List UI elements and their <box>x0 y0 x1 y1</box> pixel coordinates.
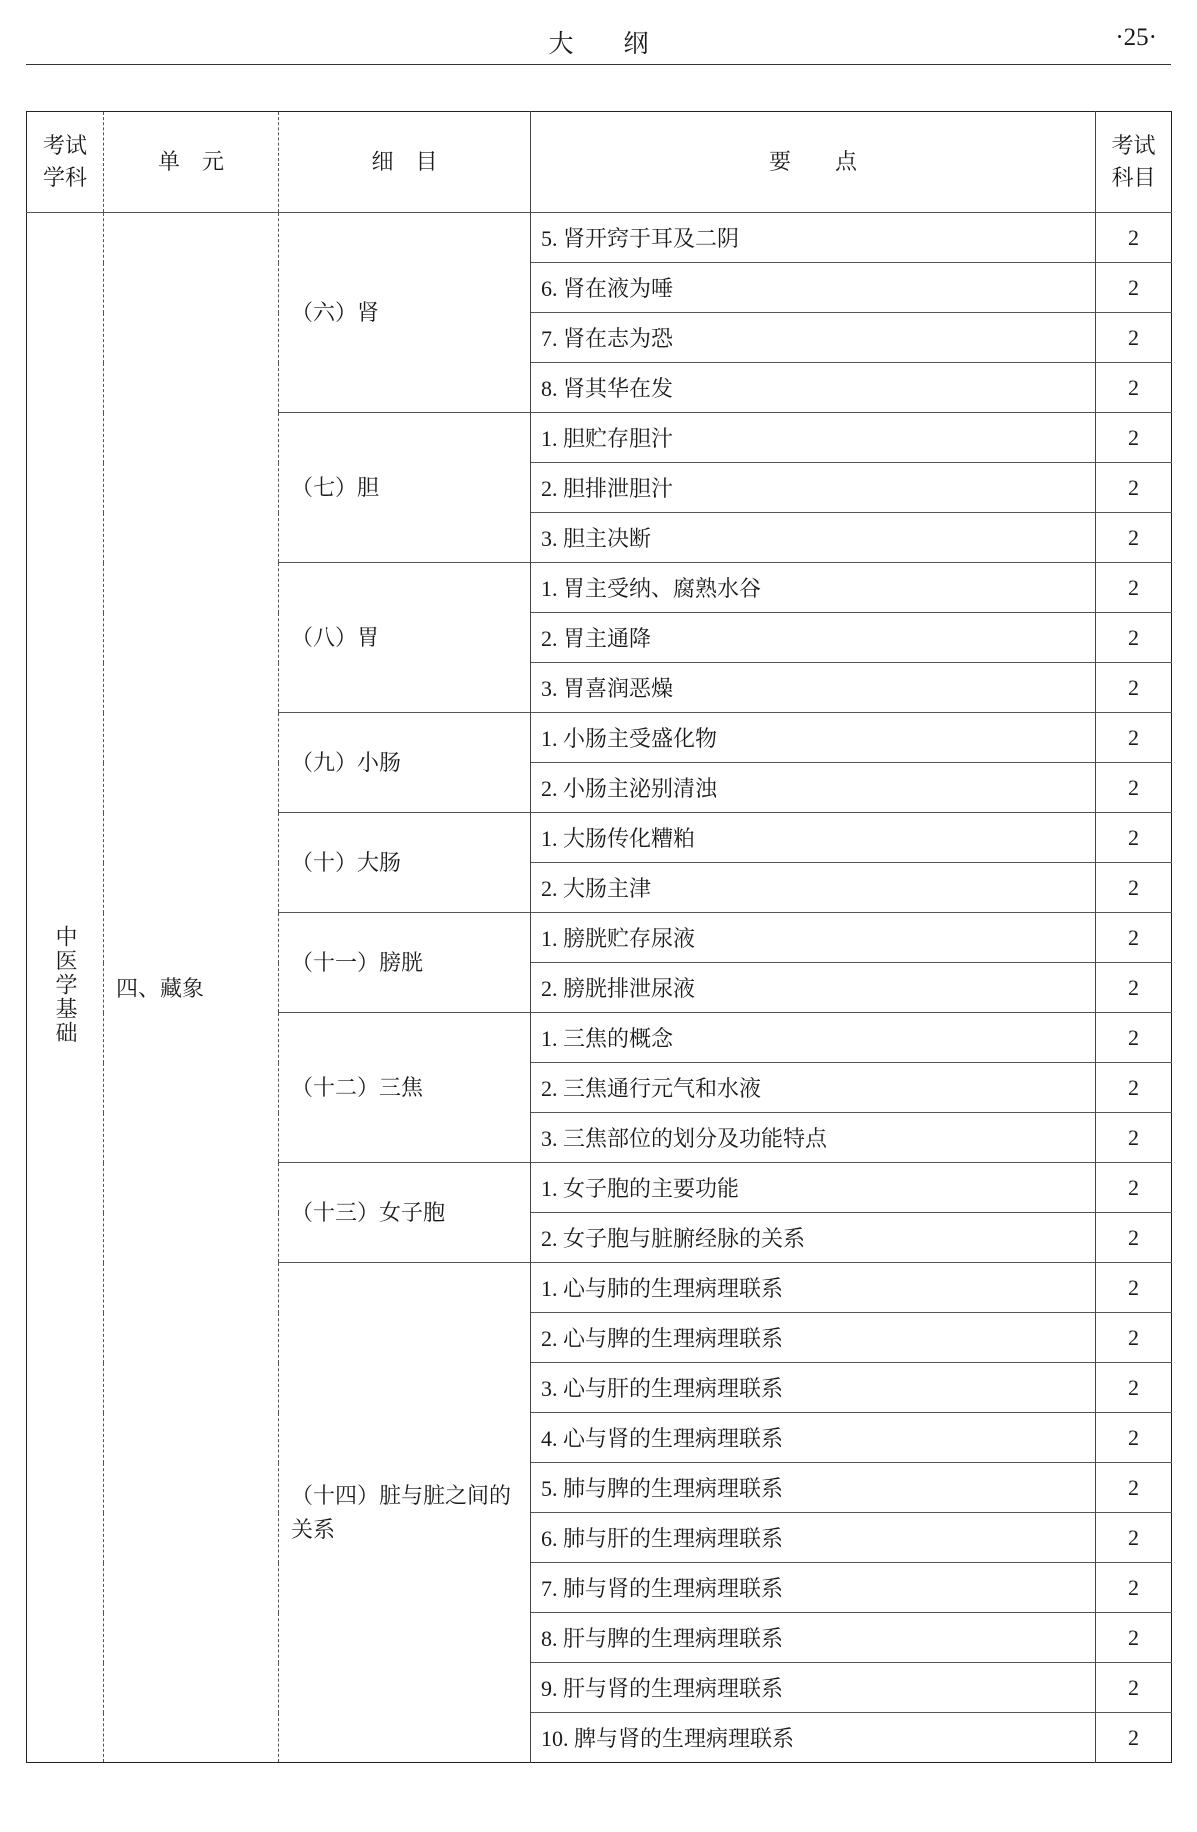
page-header <box>26 20 1171 65</box>
exam-cell: 2 <box>1096 563 1172 613</box>
key-point-cell: 1. 胃主受纳、腐熟水谷 <box>531 563 1096 613</box>
key-point-cell: 2. 大肠主津 <box>531 863 1096 913</box>
key-point-cell: 7. 肺与肾的生理病理联系 <box>531 1563 1096 1613</box>
key-point-cell: 2. 胃主通降 <box>531 613 1096 663</box>
subject-cell <box>27 213 104 1763</box>
key-point-cell: 2. 小肠主泌别清浊 <box>531 763 1096 813</box>
exam-cell: 2 <box>1096 1613 1172 1663</box>
key-point-cell: 6. 肺与肝的生理病理联系 <box>531 1513 1096 1563</box>
detail-cell: （八）胃 <box>279 563 531 713</box>
exam-cell: 2 <box>1096 1213 1172 1263</box>
detail-cell: （十）大肠 <box>279 813 531 913</box>
key-point-cell: 7. 肾在志为恐 <box>531 313 1096 363</box>
table-body <box>27 213 1172 1763</box>
unit-cell: 四、藏象 <box>104 213 279 1763</box>
key-point-cell: 5. 肾开窍于耳及二阴 <box>531 213 1096 263</box>
exam-cell: 2 <box>1096 1563 1172 1613</box>
key-point-cell: 1. 心与肺的生理病理联系 <box>531 1263 1096 1313</box>
exam-cell: 2 <box>1096 1163 1172 1213</box>
exam-cell: 2 <box>1096 263 1172 313</box>
key-point-cell: 2. 膀胱排泄尿液 <box>531 963 1096 1013</box>
key-point-cell: 1. 三焦的概念 <box>531 1013 1096 1063</box>
column-header-unit: 单 元 <box>104 112 279 213</box>
exam-cell: 2 <box>1096 1013 1172 1063</box>
key-point-cell: 2. 心与脾的生理病理联系 <box>531 1313 1096 1363</box>
detail-cell: （六）肾 <box>279 213 531 413</box>
table-header <box>27 112 1172 213</box>
subject-text: 中医学基础 <box>53 924 78 1045</box>
page-number: ·25· <box>1115 24 1157 51</box>
exam-cell: 2 <box>1096 913 1172 963</box>
key-point-cell: 8. 肾其华在发 <box>531 363 1096 413</box>
detail-cell: （十四）脏与脏之间的关系 <box>279 1263 531 1763</box>
detail-cell: （九）小肠 <box>279 713 531 813</box>
key-point-cell: 1. 小肠主受盛化物 <box>531 713 1096 763</box>
key-point-cell: 8. 肝与脾的生理病理联系 <box>531 1613 1096 1663</box>
key-point-cell: 3. 胃喜润恶燥 <box>531 663 1096 713</box>
exam-cell: 2 <box>1096 313 1172 363</box>
key-point-cell: 1. 胆贮存胆汁 <box>531 413 1096 463</box>
exam-cell: 2 <box>1096 1113 1172 1163</box>
syllabus-table <box>26 111 1172 1763</box>
exam-cell: 2 <box>1096 213 1172 263</box>
exam-cell: 2 <box>1096 663 1172 713</box>
exam-cell: 2 <box>1096 963 1172 1013</box>
exam-cell: 2 <box>1096 413 1172 463</box>
exam-cell: 2 <box>1096 363 1172 413</box>
key-point-cell: 1. 膀胱贮存尿液 <box>531 913 1096 963</box>
detail-cell: （十二）三焦 <box>279 1013 531 1163</box>
exam-cell: 2 <box>1096 1663 1172 1713</box>
key-point-cell: 3. 三焦部位的划分及功能特点 <box>531 1113 1096 1163</box>
key-point-cell: 6. 肾在液为唾 <box>531 263 1096 313</box>
key-point-cell: 3. 胆主决断 <box>531 513 1096 563</box>
exam-cell: 2 <box>1096 1313 1172 1363</box>
exam-cell: 2 <box>1096 713 1172 763</box>
exam-cell: 2 <box>1096 463 1172 513</box>
exam-cell: 2 <box>1096 1463 1172 1513</box>
key-point-cell: 2. 女子胞与脏腑经脉的关系 <box>531 1213 1096 1263</box>
key-point-cell: 9. 肝与肾的生理病理联系 <box>531 1663 1096 1713</box>
detail-cell: （七）胆 <box>279 413 531 563</box>
exam-cell: 2 <box>1096 1413 1172 1463</box>
exam-cell: 2 <box>1096 763 1172 813</box>
exam-cell: 2 <box>1096 813 1172 863</box>
exam-cell: 2 <box>1096 863 1172 913</box>
key-point-cell: 2. 三焦通行元气和水液 <box>531 1063 1096 1113</box>
key-point-cell: 4. 心与肾的生理病理联系 <box>531 1413 1096 1463</box>
key-point-cell: 1. 大肠传化糟粕 <box>531 813 1096 863</box>
table-row <box>27 213 1172 263</box>
detail-cell: （十一）膀胱 <box>279 913 531 1013</box>
detail-cell: （十三）女子胞 <box>279 1163 531 1263</box>
column-header-exam: 考试 科目 <box>1096 112 1172 213</box>
column-header-subject: 考试 学科 <box>27 112 104 213</box>
exam-cell: 2 <box>1096 1363 1172 1413</box>
key-point-cell: 3. 心与肝的生理病理联系 <box>531 1363 1096 1413</box>
exam-cell: 2 <box>1096 513 1172 563</box>
page-title: 大 纲 <box>548 31 649 58</box>
exam-cell: 2 <box>1096 1713 1172 1763</box>
exam-cell: 2 <box>1096 1063 1172 1113</box>
key-point-cell: 5. 肺与脾的生理病理联系 <box>531 1463 1096 1513</box>
key-point-cell: 2. 胆排泄胆汁 <box>531 463 1096 513</box>
column-header-key-points: 要 点 <box>531 112 1096 213</box>
column-header-detail: 细 目 <box>279 112 531 213</box>
key-point-cell: 10. 脾与肾的生理病理联系 <box>531 1713 1096 1763</box>
exam-cell: 2 <box>1096 613 1172 663</box>
exam-cell: 2 <box>1096 1513 1172 1563</box>
key-point-cell: 1. 女子胞的主要功能 <box>531 1163 1096 1213</box>
exam-cell: 2 <box>1096 1263 1172 1313</box>
table-header-row <box>27 112 1172 213</box>
